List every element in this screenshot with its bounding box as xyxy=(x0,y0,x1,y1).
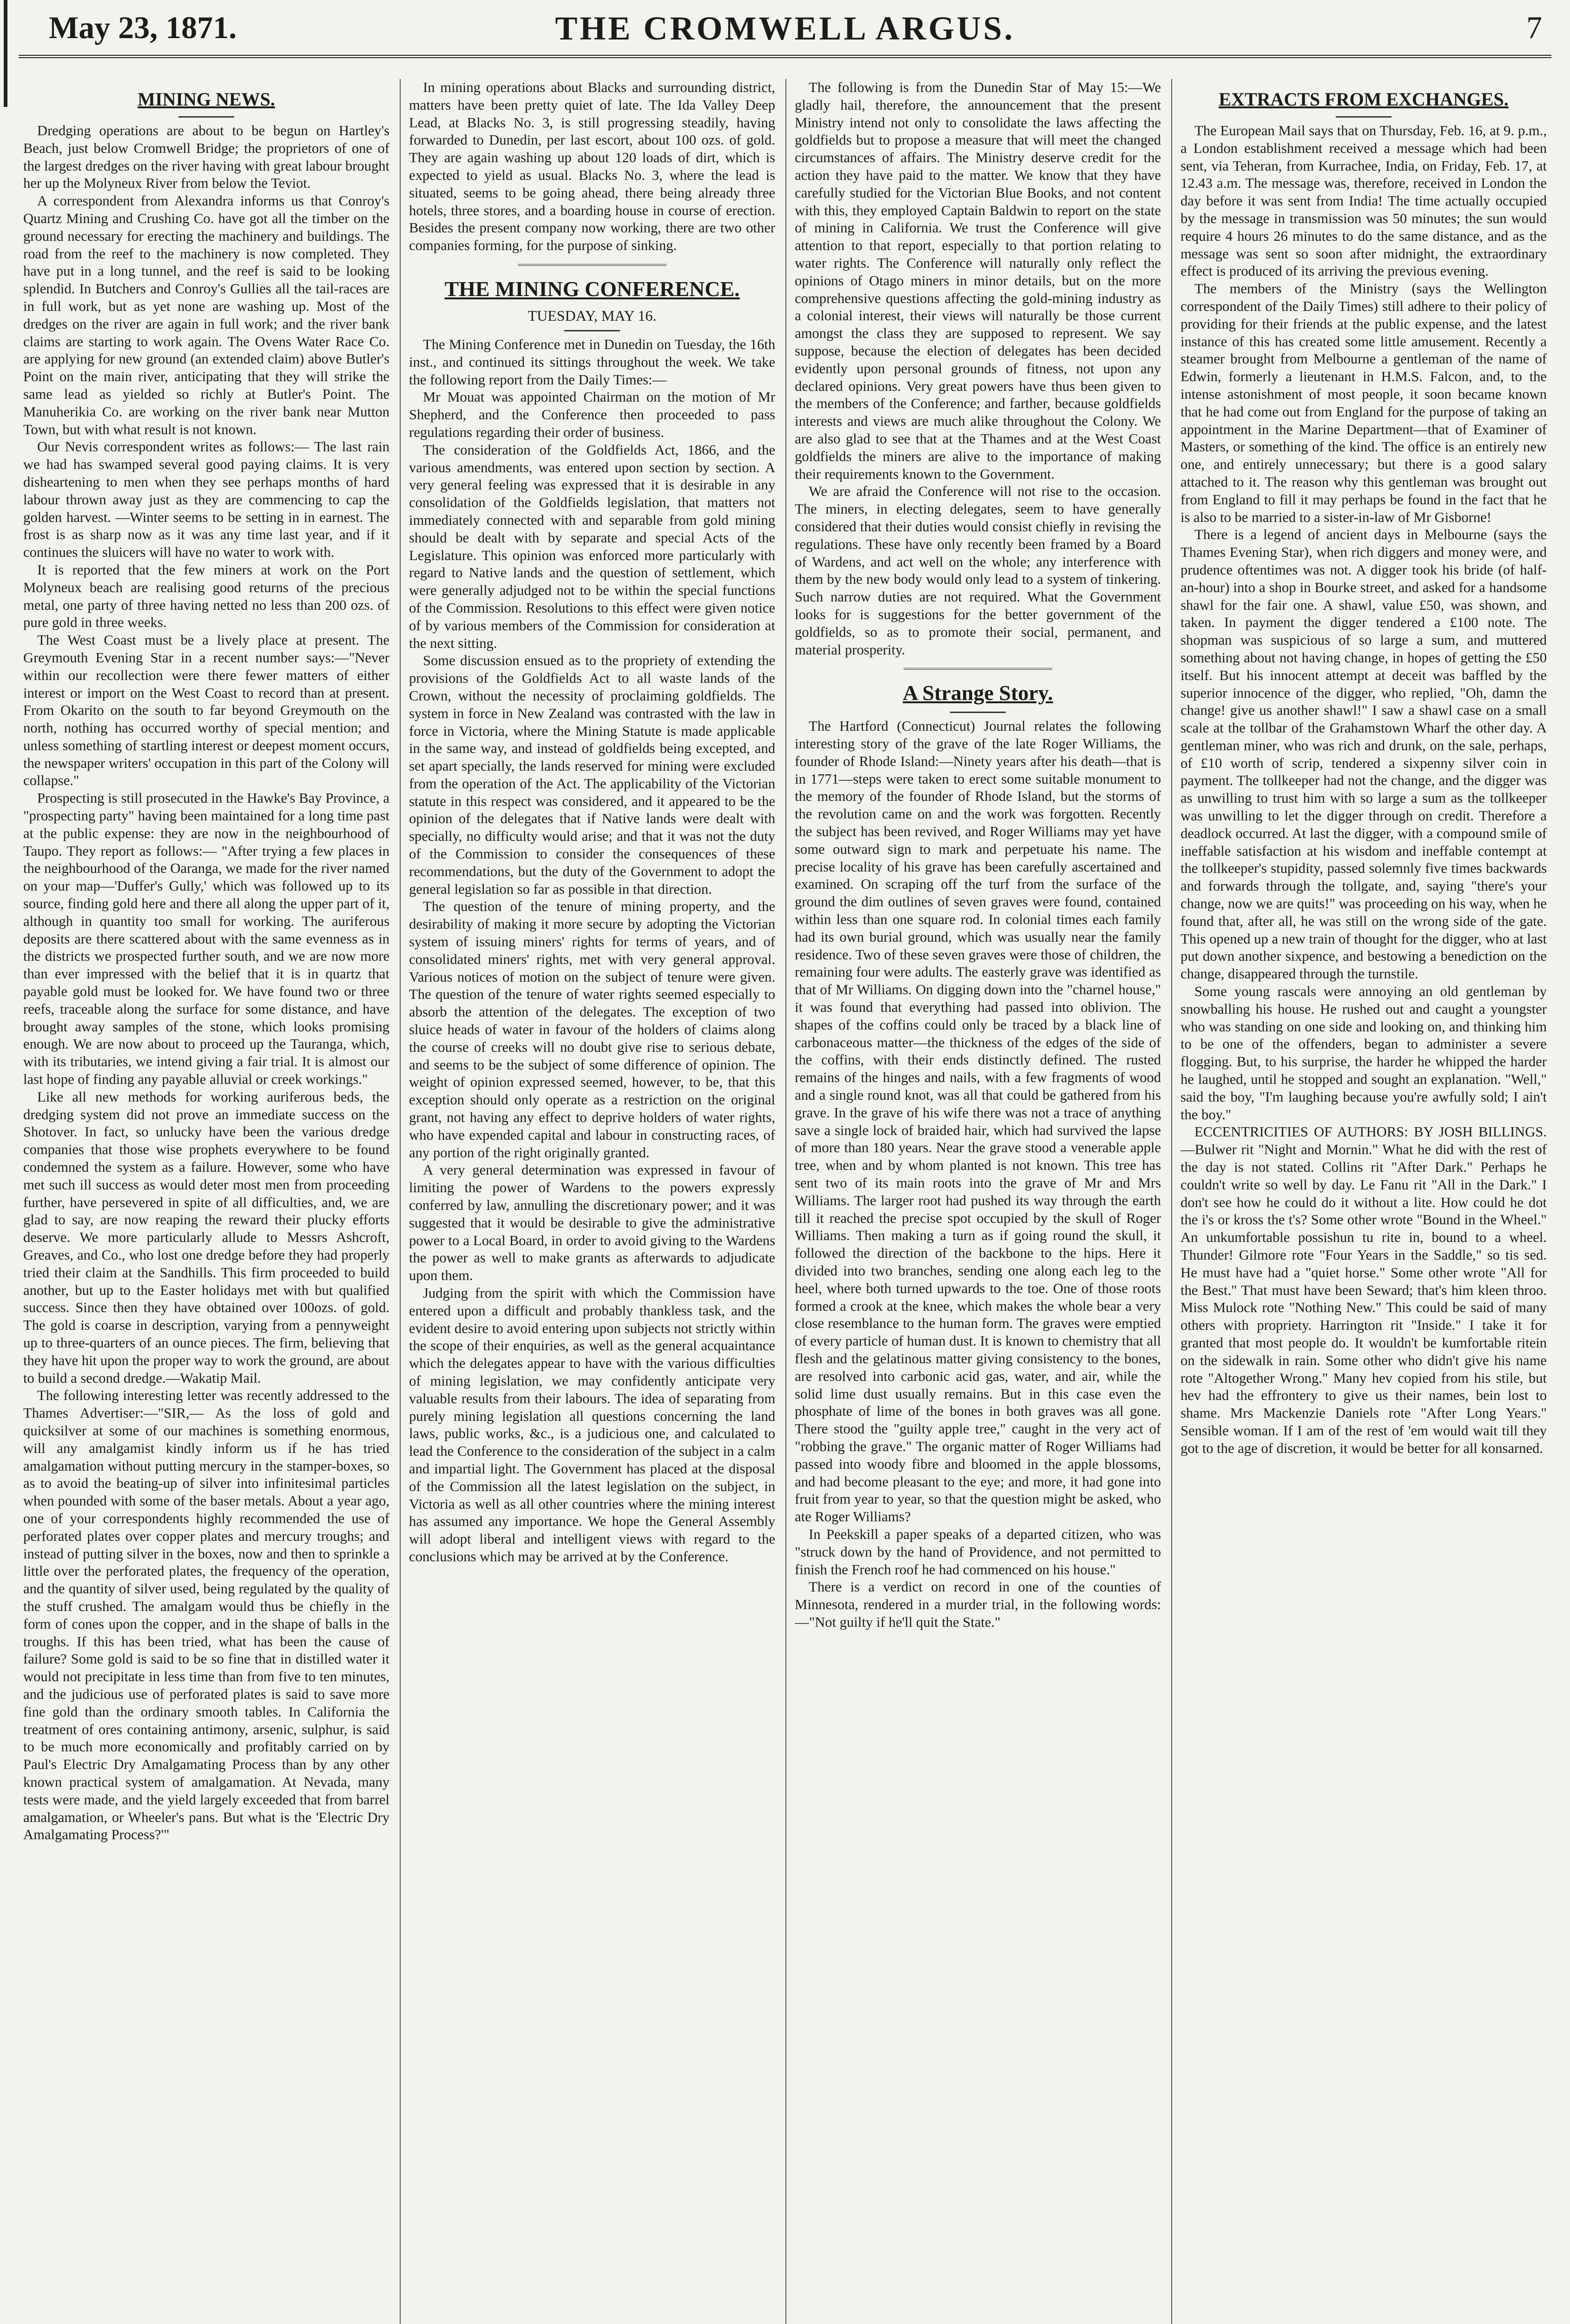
article-paragraph: Our Nevis correspondent writes as follows:— The last rain we had has swamped several good paying claims. It is very disheartening to men when they see perhaps months of hard labour thrown away just as they are commencing to cap the golden harvest. —Winter seems to be setting in in earnest. The frost is as sharp now as it was any time last year, and if it continues the sluicers will have no water to work with. xyxy=(23,439,389,561)
article-heading-extracts: EXTRACTS FROM EXCHANGES. xyxy=(1219,89,1509,110)
article-paragraph: There is a legend of ancient days in Melbourne (says the Thames Evening Star), when rich diggers and money were, and prudence oftentimes was not. A digger took his bride (of half-an-hour) into a shop in Bourke street, and asked for a handsome shawl for the fair one. A shawl, value £50, was shown, and taken. In payment the digger tendered a £100 note. The shopman was suspicious of so large a sum, and muttered something about not having change, in hopes of getting the £50 itself. But his innocent attempt at deceit was baffled by the superior innocence of the digger, who replied, "Oh, damn the change! give us another shawl!" I saw a shawl case on a small scale at the tollbar of the Grahamstown Wharf the other day. A gentleman miner, who was rich and drunk, on the sale, perhaps, of £10 worth of scrip, tendered a sixpenny silver coin in payment. The tollkeeper had not the change, and the digger was as unwilling to trust him with so large a sum as the tollkeeper was unwilling to let the digger through on credit. Therefore a deadlock occurred. At last the digger, with a compound smile of ineffable satisfaction at his wisdom and ineffable contempt at the tollkeeper's stupidity, passed solemnly five times backwards and forwards through the tollgate, and, saying "there's your change, now we are quits!" was proceeding on his way, when he found that, after all, he was still on the wrong side of the gate. This opened up a new train of thought for the digger, who at last put down another sixpence, and bestowing a benediction on the change, disappeared through the turnstile. xyxy=(1181,527,1547,982)
column-rule xyxy=(400,79,401,2324)
masthead-rule xyxy=(19,55,1551,58)
article-paragraph: The consideration of the Goldfields Act, 1866, and the various amendments, was entered upon section by section. A very general feeling was expressed that it is desirable in any consolidation of the Goldfields legislation, that matters not immediately connected with and separable from gold mining should be dealt with by separate and special Acts of the Legislature. This opinion was enforced more particularly with regard to Native lands and the question of settlement, which were generally adjudged not to be within the special functions of the Commission. Resolutions to this effect were given notice of by various members of the Commission for consideration at the next sitting. xyxy=(409,442,775,651)
article-paragraph: The members of the Ministry (says the Wellington correspondent of the Daily Times) still adhere to their policy of providing for their friends at the public expense, and the latest instance of this has created some little amusement. Recently a steamer brought from Melbourne a gentleman of the name of Edwin, formerly a lieutenant in H.M.S. Falcon, and, to the intense astonishment of most people, it soon became known that he had come out from England for the purpose of taking an appointment in the Marine Department—that of Examiner of Masters, or something of the kind. The office is an entirely new one, and entirely unnecessary; but there is a good salary attached to it. The reason why this gentleman was brought out from England to fill it may perhaps be found in the fact that he is also to be married to a sister-in-law of Mr Gisborne! xyxy=(1181,281,1547,525)
article-paragraph: In mining operations about Blacks and surrounding district, matters have been pretty quiet of late. The Ida Valley Deep Lead, at Blacks No. 3, is still progressing steadily, having forwarded to Dunedin, per last escort, about 100 ozs. of gold. They are again washing up about 120 loads of dirt, which is expected to yield as usual. Blacks No. 3, where the lead is situated, seems to be going ahead, there being already three hotels, three stores, and a boarding house in course of erection. Besides the present company now working, there are two other companies forming, for the purpose of sinking. xyxy=(409,79,775,254)
column-rule xyxy=(1171,79,1172,2324)
section-rule xyxy=(904,668,1052,670)
column-2 xyxy=(409,79,775,2324)
column-rule xyxy=(785,79,786,2324)
article-heading-mining-conference: THE MINING CONFERENCE. xyxy=(444,277,740,301)
column-3 xyxy=(795,79,1161,2324)
column-4 xyxy=(1181,79,1547,2324)
article-paragraph: ECCENTRICITIES OF AUTHORS: BY JOSH BILLINGS.—Bulwer rit "Night and Mornin." What he did with the rest of the day is not stated. Collins rit "After Dark." Perhaps he couldn't write so well by day. Le Fanu rit "All in the Dark." I don't see how he could do it without a lite. How could he dot the i's or kross the t's? Some other wrote "Bound in the Wheel." An unkumfortable possishun tu rite in, bound to a wheel. Thunder! Gilmore rote "Four Years in the Saddle," so tis sed. He must have had a "quiet horse." Some other wrote "All for the Best." That must have been Seward; that's him kleen throo. Miss Mulock rote "Nothing New." This could be said of many others with propriety. Harrington rit "Inside." I take it for granted that most people do. It wouldn't be kumfortable ritein on the sidewalk in rain. Some other who didn't give his name rote "Altogether Wrong." Many hev copied from his stile, but hev had the effrontery to give us their names, bein lost to shame. Mrs Mackenzie Daniels rote "After Long Years." Sensible woman. If I am of the rest of 'em would wait till they got to the age of discretion, it would be better for all konsarned. xyxy=(1181,1124,1547,1456)
article-paragraph: A correspondent from Alexandra informs us that Conroy's Quartz Mining and Crushing Co. have got all the timber on the ground necessary for erecting the machinery and buildings. The road from the reef to the machinery is now completed. They have put in a long tunnel, and the reef is said to be looking splendid. In Butchers and Conroy's Gullies all the tail-races are in full work, but as yet none are washing up. Most of the dredges on the river are again in full work; and the river bank claims are starting to work again. The Ovens Water Race Co. are applying for new ground (an extended claim) above Butler's Point on the main river, anticipating that they will strike the same lead as yielded so richly at Butler's Point. The Manuherikia Co. are working on the river bank near Mutton Town, but with what result is not known. xyxy=(23,193,389,437)
article-heading-mining-news: MINING NEWS. xyxy=(138,89,275,110)
separator xyxy=(564,330,620,331)
article-paragraph: Judging from the spirit with which the Commission have entered upon a difficult and probably thankless task, and the evident desire to avoid entering upon subjects not strictly within the scope of their enquiries, as well as the general acquaintance which the delegates appear to have with the various difficulties of mining legislation, we may confidently anticipate very valuable results from their labours. The idea of separating from purely mining legislation all questions concerning the land laws, public works, &c., is a judicious one, and calculated to lead the Conference to the consideration of the subject in a calm and impartial light. The Government has placed at the disposal of the Commission all the latest legislation on the subject, in Victoria as well as all other countries where the mining interest has assumed any importance. We hope the General Assembly will adopt liberal and intelligent views with regard to the conclusions which may be arrived at by the Conference. xyxy=(409,1285,775,1565)
article-paragraph: Dredging operations are about to be begun on Hartley's Beach, just below Cromwell Bridge; the proprietors of one of the largest dredges on the river having with great labour brought her up the Molyneux River from below the Teviot. xyxy=(23,123,389,191)
separator xyxy=(1336,116,1392,118)
article-paragraph: Mr Mouat was appointed Chairman on the motion of Mr Shepherd, and the Conference then proceeded to pass regulations regarding their order of business. xyxy=(409,389,775,440)
section-rule xyxy=(518,264,666,266)
article-paragraph: Like all new methods for working auriferous beds, the dredging system did not prove an immediate success on the Shotover. In fact, so unlucky have been the various dredge companies that those wise prophets everywhere to be found condemned the system as a failure. However, some who have met such ill success as would deter most men from proceeding further, have persevered in spite of all difficulties, and, we are glad to say, are now reaping the reward their plucky efforts deserve. We more particularly allude to Messrs Ashcroft, Greaves, and Co., who lost one dredge before they had properly tried their claim at the Sandhills. This firm proceeded to build another, but up to the Easter holidays met with but qualified success. Since then they have obtained over 100ozs. of gold. The gold is coarse in description, varying from a pennyweight up to three-quarters of an ounce pieces. The firm, believing that they have hit upon the proper way to work the ground, are about to build a second dredge.—Wakatip Mail. xyxy=(23,1089,389,1386)
newspaper-title: THE CROMWELL ARGUS. xyxy=(555,10,1015,47)
article-paragraph: In Peekskill a paper speaks of a departed citizen, who was "struck down by the hand of Providence, and not permitted to finish the French roof he had commenced on his house." xyxy=(795,1526,1161,1578)
article-paragraph: Some young rascals were annoying an old gentleman by snowballing his house. He rushed out and caught a youngster who was standing on one side and looking on, and thinking him to be one of the offenders, began to administer a severe flogging. But, to his surprise, the harder he whipped the harder he laughed, until he stopped and sought an explanation. "Well," said the boy, "I'm laughing because you're awfully sold; I ain't the boy." xyxy=(1181,984,1547,1122)
article-paragraph: The Hartford (Connecticut) Journal relates the following interesting story of the grave of the late Roger Williams, the founder of Rhode Island:—Ninety years after his death—that is in 1771—steps were taken to erect some suitable monument to the memory of the founder of Rhode Island, but the storms of the revolution came on and the work was forgotten. Recently the subject has been revived, and Roger Williams may yet have some outward sign to mark and perpetuate his name. The precise locality of his grave has been carefully ascertained and examined. On scraping off the turf from the surface of the ground the dim outlines of seven graves were found, contained within less than one square rod. In colonial times each family had its own burial ground, which was usually near the family residence. Two of these seven graves were those of children, the remaining four were adults. The easterly grave was identified as that of Mr Williams. On digging down into the "charnel house," it was found that everything had passed into oblivion. The shapes of the coffins could only be traced by a black line of carbonaceous matter—the thickness of the edges of the side of the coffins, with their ends distinctly defined. The rusted remains of the hinges and nails, with a few fragments of wood and a single round knot, was all that could be gathered from his grave. In the grave of his wife there was not a trace of anything save a single lock of braided hair, which had survived the lapse of more than 180 years. Near the grave stood a venerable apple tree, when and by whom planted is not known. This tree has sent two of its main roots into the grave of Mr and Mrs Williams. The larger root had pushed its way through the earth till it reached the precise spot occupied by the skull of Roger Williams. Then making a turn as if going round the skull, it followed the direction of the backbone to the hips. Here it divided into two branches, sending one along each leg to the heel, where both turned upwards to the toe. One of those roots formed a crook at the knee, which makes the whole bear a very close resemblance to the human form. The graves were emptied of every particle of human dust. It is known to chemistry that all flesh and the gelatinous matter giving consistency to the bones, are resolved into carbonic acid gas, water, and air, while the solid lime dust usually remains. But in this case even the phosphate of lime of the bones in both graves was all gone. There stood the "guilty apple tree," caught in the very act of "robbing the grave." The organic matter of Roger Williams had passed into woody fibre and bloomed in the apple blossoms, and had become pleasant to the eye; and more, it had gone into fruit from year to year, so that the question might be asked, who ate Roger Williams? xyxy=(795,718,1161,1525)
article-dateline: TUESDAY, MAY 16. xyxy=(528,307,657,324)
article-paragraph: Some discussion ensued as to the propriety of extending the provisions of the Goldfields Act to all waste lands of the Crown, without the necessity of proclaiming goldfields. The system in force in New Zealand was contrasted with the law in force in Victoria, where the Mining Statute is made applicable in the same way, and instead of goldfields being excepted, and set apart specially, the lands reserved for mining were excluded from the operation of the Act. The applicability of the Victorian statute in this respect was considered, and it appeared to be the opinion of the delegates that if Native lands were dealt with specially, no difficulty would arise; and that it was not the duty of the Commission to consider the consequences of these recommendations, but the duty of the Government to adopt the general legislation so far as possible in that direction. xyxy=(409,653,775,897)
article-paragraph: A very general determination was expressed in favour of limiting the power of Wardens to the powers expressly conferred by law, annulling the discretionary power; and it was suggested that it would be desirable to give the administrative power to a Local Board, in order to avoid giving to the Wardens the power as well to make grants as afterwards to adjudicate upon them. xyxy=(409,1162,775,1284)
masthead-date: May 23, 1871. xyxy=(49,10,237,45)
article-paragraph: It is reported that the few miners at work on the Port Molyneux beach are realising good returns of the precious metal, one party of three having netted no less than 200 ozs. of pure gold in three weeks. xyxy=(23,561,389,631)
article-paragraph: The following interesting letter was recently addressed to the Thames Advertiser:—"SIR,— As the loss of gold and quicksilver at some of our machines is something enormous, will any amalgamist kindly inform us if he has tried amalgamation without putting mercury in the stamper-boxes, so as to avoid the beating-up of silver into infinitesimal particles when pounded with some of the baser metals. About a year ago, one of your correspondents highly recommended the use of perforated plates over copper plates and mercury troughs; and instead of putting silver in the boxes, now and then to sprinkle a little over the perforated plates, the frequency of the operation, and the quantity of silver used, being regulated by the quality of the stuff crushed. The amalgam would thus be chiefly in the form of cones upon the copper, and in the shape of balls in the troughs. If this has been tried, what has been the cause of failure? Some gold is said to be so fine that in distilled water it would not precipitate in less time than from five to ten minutes, and the judicious use of perforated plates is said to save more fine gold than the ordinary smooth tables. In California the treatment of ores containing antimony, arsenic, sulphur, is said to be much more economically and profitably carried on by Paul's Electric Dry Amalgamating Process than by any other known practical system of amalgamation. At Nevada, many tests were made, and the yield largely exceeded that from barrel amalgamation, or Wheeler's pans. But what is the 'Electric Dry Amalgamating Process?'" xyxy=(23,1387,389,1843)
separator xyxy=(178,116,234,118)
article-paragraph: There is a verdict on record in one of the counties of Minnesota, rendered in a murder trial, in the following words:—"Not guilty if he'll quit the State." xyxy=(795,1579,1161,1630)
masthead xyxy=(0,0,1570,74)
article-paragraph: The following is from the Dunedin Star of May 15:—We gladly hail, therefore, the announcement that the present Ministry intend not only to consolidate the laws affecting the goldfields but to propose a measure that will meet the changed circumstances of affairs. The Ministry deserve credit for the action they have paid to the matter. We know that they have carefully studied for the Victorian Blue Books, and not content with this, they employed Captain Baldwin to report on the state of mining in California. We trust the Conference will give attention to that report, especially to that portion relating to water rights. The Conference will naturally only reflect the opinions of Otago miners in minor details, but on the more comprehensive questions affecting the gold-mining industry as a colonial interest, their views will naturally be those current amongst the class they are supposed to represent. We say suppose, because the election of delegates has been decided evidently upon personal grounds of fitness, not upon any declared opinions. Very great powers have thus been given to the members of the Conference; and farther, because goldfields interests and views are much alike throughout the Colony. We are also glad to see that at the Thames and at the West Coast goldfields the miners are alive to the importance of making their requirements known to the Government. xyxy=(795,79,1161,482)
article-paragraph: The Mining Conference met in Dunedin on Tuesday, the 16th inst., and continued its sittings throughout the week. We take the following report from the Daily Times:— xyxy=(409,336,775,388)
article-paragraph: The West Coast must be a lively place at present. The Greymouth Evening Star in a recent number says:—"Never within our recollection were there fewer matters of either interest or import on the West Coast to record than at present. From Okarito on the south to far beyond Greymouth on the north, nothing has occurred worthy of special mention; and unless something of startling interest or deepest moment occurs, the newspaper writers' occupation in this part of the Colony will collapse." xyxy=(23,632,389,789)
article-paragraph: The European Mail says that on Thursday, Feb. 16, at 9. p.m., a London establishment received a message which had been sent, via Teheran, from Kurrachee, India, on Friday, Feb. 17, at 12.43 a.m. The message was, therefore, received in London the day before it was sent from India! The time actually occupied by the message in transmission was 50 minutes; the sun would require 4 hours 26 minutes to do the same distance, and as the message was sent so soon after midnight, the extraordinary effect is produced of its arriving the previous evening. xyxy=(1181,123,1547,279)
column-1 xyxy=(23,79,389,2324)
article-paragraph: Prospecting is still prosecuted in the Hawke's Bay Province, a "prospecting party" having been maintained for a long time past at the public expense: they are now in the neighbourhood of Taupo. They report as follows:— "After trying a few places in the neighbourhood of the Oaranga, we made for the river named on your map—'Duffer's Gully,' which was followed up to its source, finding gold here and there all along the upper part of it, although in quantity too small for working. The auriferous deposits are there scattered about with the same evenness as in the districts we prospected further south, and we are now more than ever impressed with the belief that it is in quartz that payable gold must be looked for. We have found two or three reefs, traceable along the surface for some distance, and have brought away samples of the stone, which looks promising enough. We are now about to proceed up the Tauranga, which, with its tributaries, we intend giving a fair trial. It is almost our last hope of finding any payable alluvial or creek workings." xyxy=(23,790,389,1088)
article-paragraph: The question of the tenure of mining property, and the desirability of making it more secure by adopting the Victorian system of issuing miners' rights for terms of years, and of consolidated miners' rights, met with very general approval. Various notices of motion on the subject of tenure were given. The question of the tenure of water rights seemed especially to absorb the attention of the delegates. The exception of two sluice heads of water in favour of the holders of claims along the course of creeks will no doubt give rise to serious debate, and seems to be the subject of some difference of opinion. The weight of opinion expressed seemed, however, to be, that this exception should only operate as a restriction on the original grant, not having any effect to deprive holders of water rights, who have expended capital and labour in constructing races, of any portion of the right originally granted. xyxy=(409,898,775,1161)
separator xyxy=(950,712,1006,713)
article-heading-strange-story: A Strange Story. xyxy=(903,681,1053,705)
article-paragraph: We are afraid the Conference will not rise to the occasion. The miners, in electing delegates, seem to have generally considered that their duties would consist chiefly in revising the regulations. These have only recently been framed by a Board of Wardens, and act well on the whole; any interference with them by the new body would only lead to a system of tinkering. Such narrow duties are not required. What the Government looks for is suggestions for the better government of the goldfields, so as to promote their social, permanent, and material prosperity. xyxy=(795,483,1161,658)
page-number: 7 xyxy=(1526,10,1542,45)
